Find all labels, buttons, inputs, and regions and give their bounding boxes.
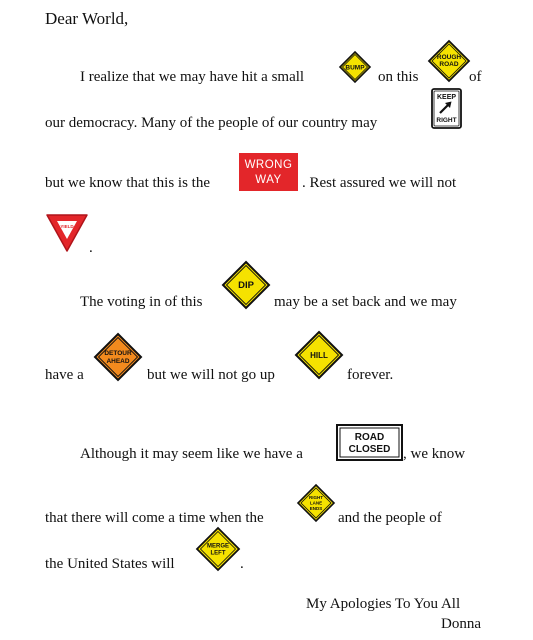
line7-text-b: , we know xyxy=(403,446,466,462)
line7-text-a: Although it may seem like we have a xyxy=(80,446,303,462)
line4-text-a: . xyxy=(89,240,93,256)
line5-text-b: may be a set back and we may xyxy=(274,294,457,310)
dip-sign-label: DIP xyxy=(238,280,254,291)
right-lane-ends-line1: RIGHT xyxy=(309,495,323,500)
line9-text-a: the United States will xyxy=(45,556,175,572)
road-closed-sign-icon xyxy=(336,424,403,461)
rough-road-sign-icon xyxy=(428,40,470,82)
dip-sign-icon xyxy=(222,261,270,309)
closing-line: My Apologies To You All xyxy=(306,596,461,612)
wrong-way-sign-icon xyxy=(239,153,298,191)
right-lane-ends-line2: LANE xyxy=(309,500,323,506)
road-closed-line1: ROAD xyxy=(354,432,385,443)
signature: Donna xyxy=(441,616,481,632)
line6-text-c: forever. xyxy=(347,367,394,383)
line8-text-b: and the people of xyxy=(338,510,442,526)
hill-sign-label: HILL xyxy=(310,351,328,360)
line6-text-a: have a xyxy=(45,367,84,383)
line3-text-a: but we know that this is the xyxy=(45,175,210,191)
merge-left-sign-icon xyxy=(196,527,240,571)
line2-text-a: our democracy. Many of the people of our country may xyxy=(45,115,378,131)
right-lane-ends-sign-icon xyxy=(297,484,335,522)
bump-sign-label: BUMP xyxy=(345,64,365,72)
salutation: Dear World, xyxy=(45,9,129,28)
detour-ahead-sign-icon xyxy=(94,333,142,381)
merge-left-line2: LEFT xyxy=(210,550,226,557)
keep-right-line1: KEEP xyxy=(436,94,457,101)
wrong-way-line1: WRONG xyxy=(244,159,293,171)
line3-text-b: . Rest assured we will not xyxy=(302,175,457,191)
line9-text-b: . xyxy=(240,556,244,572)
detour-ahead-line2: AHEAD xyxy=(106,358,130,365)
line8-text-a: that there will come a time when the xyxy=(45,510,264,526)
detour-ahead-line1: DETOUR xyxy=(104,350,132,357)
line1-text-c: of xyxy=(469,69,482,85)
yield-sign-label: YIELD xyxy=(60,224,74,229)
yield-sign-icon xyxy=(45,213,89,253)
line1-text-b: on this xyxy=(378,69,419,85)
rough-road-line1: ROUGH xyxy=(436,54,462,61)
keep-right-sign-icon xyxy=(431,88,462,129)
keep-right-line2: RIGHT xyxy=(436,117,457,124)
wrong-way-line2: WAY xyxy=(255,174,282,186)
merge-left-line1: MERGE xyxy=(206,543,230,550)
line5-text-a: The voting in of this xyxy=(80,294,203,310)
right-lane-ends-line3: ENDS xyxy=(309,506,323,511)
road-closed-line2: CLOSED xyxy=(348,444,391,455)
hill-sign-icon xyxy=(295,331,343,379)
bump-sign-icon xyxy=(339,51,371,83)
line6-text-b: but we will not go up xyxy=(147,367,275,383)
rough-road-line2: ROAD xyxy=(439,61,459,68)
line1-text-a: I realize that we may have hit a small xyxy=(80,69,305,85)
